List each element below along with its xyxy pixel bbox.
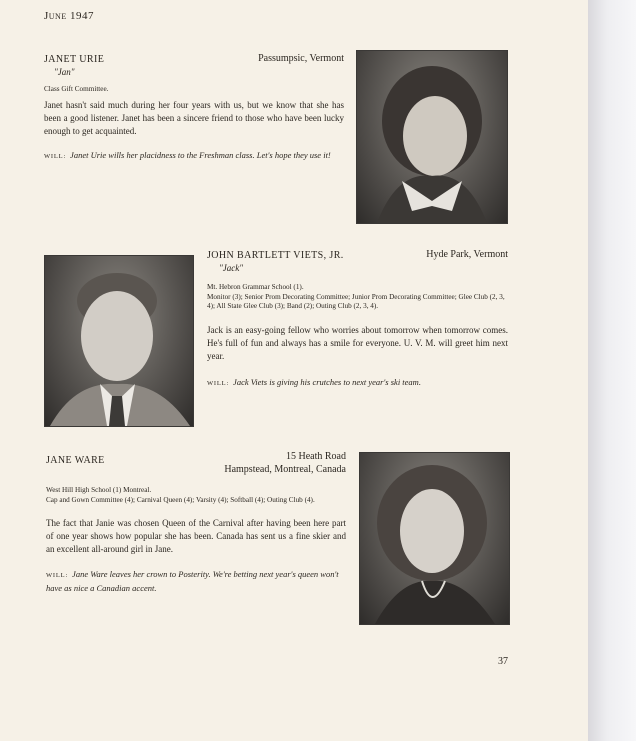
student-bio: Jack is an easy-going fellow who worries about tomorrow when tomorrow comes. He's full of fun and always has a smile for everyone. U. V. M. will greet him next year.	[207, 325, 508, 361]
will-label: WILL:	[207, 380, 230, 387]
student-name: JANE WARE	[46, 455, 105, 466]
student-portrait-photo	[356, 50, 508, 224]
page-edge-shadow	[588, 0, 636, 741]
student-location: Hyde Park, Vermont	[426, 249, 508, 260]
student-bio: The fact that Janie was chosen Queen of the Carnival after having been here part of one year shows how popular she has been. Canada has sent us a fine skier and an excellent all-around girl in Jane.	[46, 518, 346, 554]
student-portrait-photo	[359, 452, 510, 625]
page-header: June 1947	[44, 10, 94, 22]
will-text: Jack Viets is giving his crutches to next year's ski team.	[233, 377, 421, 387]
student-portrait-photo	[44, 255, 194, 427]
student-name: JOHN BARTLETT VIETS, JR.	[207, 250, 344, 261]
student-will	[46, 568, 346, 595]
student-will	[44, 149, 344, 163]
student-activities: West Hill High School (1) Montreal. Cap and Gown Committee (4); Carnival Queen (4); Varsity (4); Softball (4); Outing Club (4).	[46, 486, 315, 504]
student-location-street: 15 Heath Road	[286, 451, 346, 462]
will-label: WILL:	[46, 572, 69, 579]
student-activities: Class Gift Committee.	[44, 85, 109, 93]
will-label: WILL:	[44, 153, 67, 160]
student-activities: Mt. Hebron Grammar School (1). Monitor (3); Senior Prom Decorating Committee; Junior Prom Decorating Committee; Glee Club (2, 3, 4); All State Glee Club (3); Band (2); Outing Club (2, 3, 4).	[207, 283, 505, 310]
student-will	[207, 376, 508, 390]
student-location: Passumpsic, Vermont	[258, 53, 344, 64]
will-text: Jane Ware leaves her crown to Posterity. We're betting next year's queen won't have as nice a Canadian accent.	[46, 569, 339, 593]
will-text: Janet Urie wills her placidness to the Freshman class. Let's hope they use it!	[70, 150, 331, 160]
student-nickname: "Jack"	[219, 263, 244, 273]
student-nickname: "Jan"	[54, 67, 75, 77]
student-name: JANET URIE	[44, 54, 105, 65]
page-number: 37	[498, 656, 508, 667]
student-location-city: Hampstead, Montreal, Canada	[224, 464, 346, 475]
student-bio: Janet hasn't said much during her four years with us, but we know that she has been a good listener. Janet has been a sincere friend to those who have been lucky enough to get acquainted.	[44, 100, 344, 136]
